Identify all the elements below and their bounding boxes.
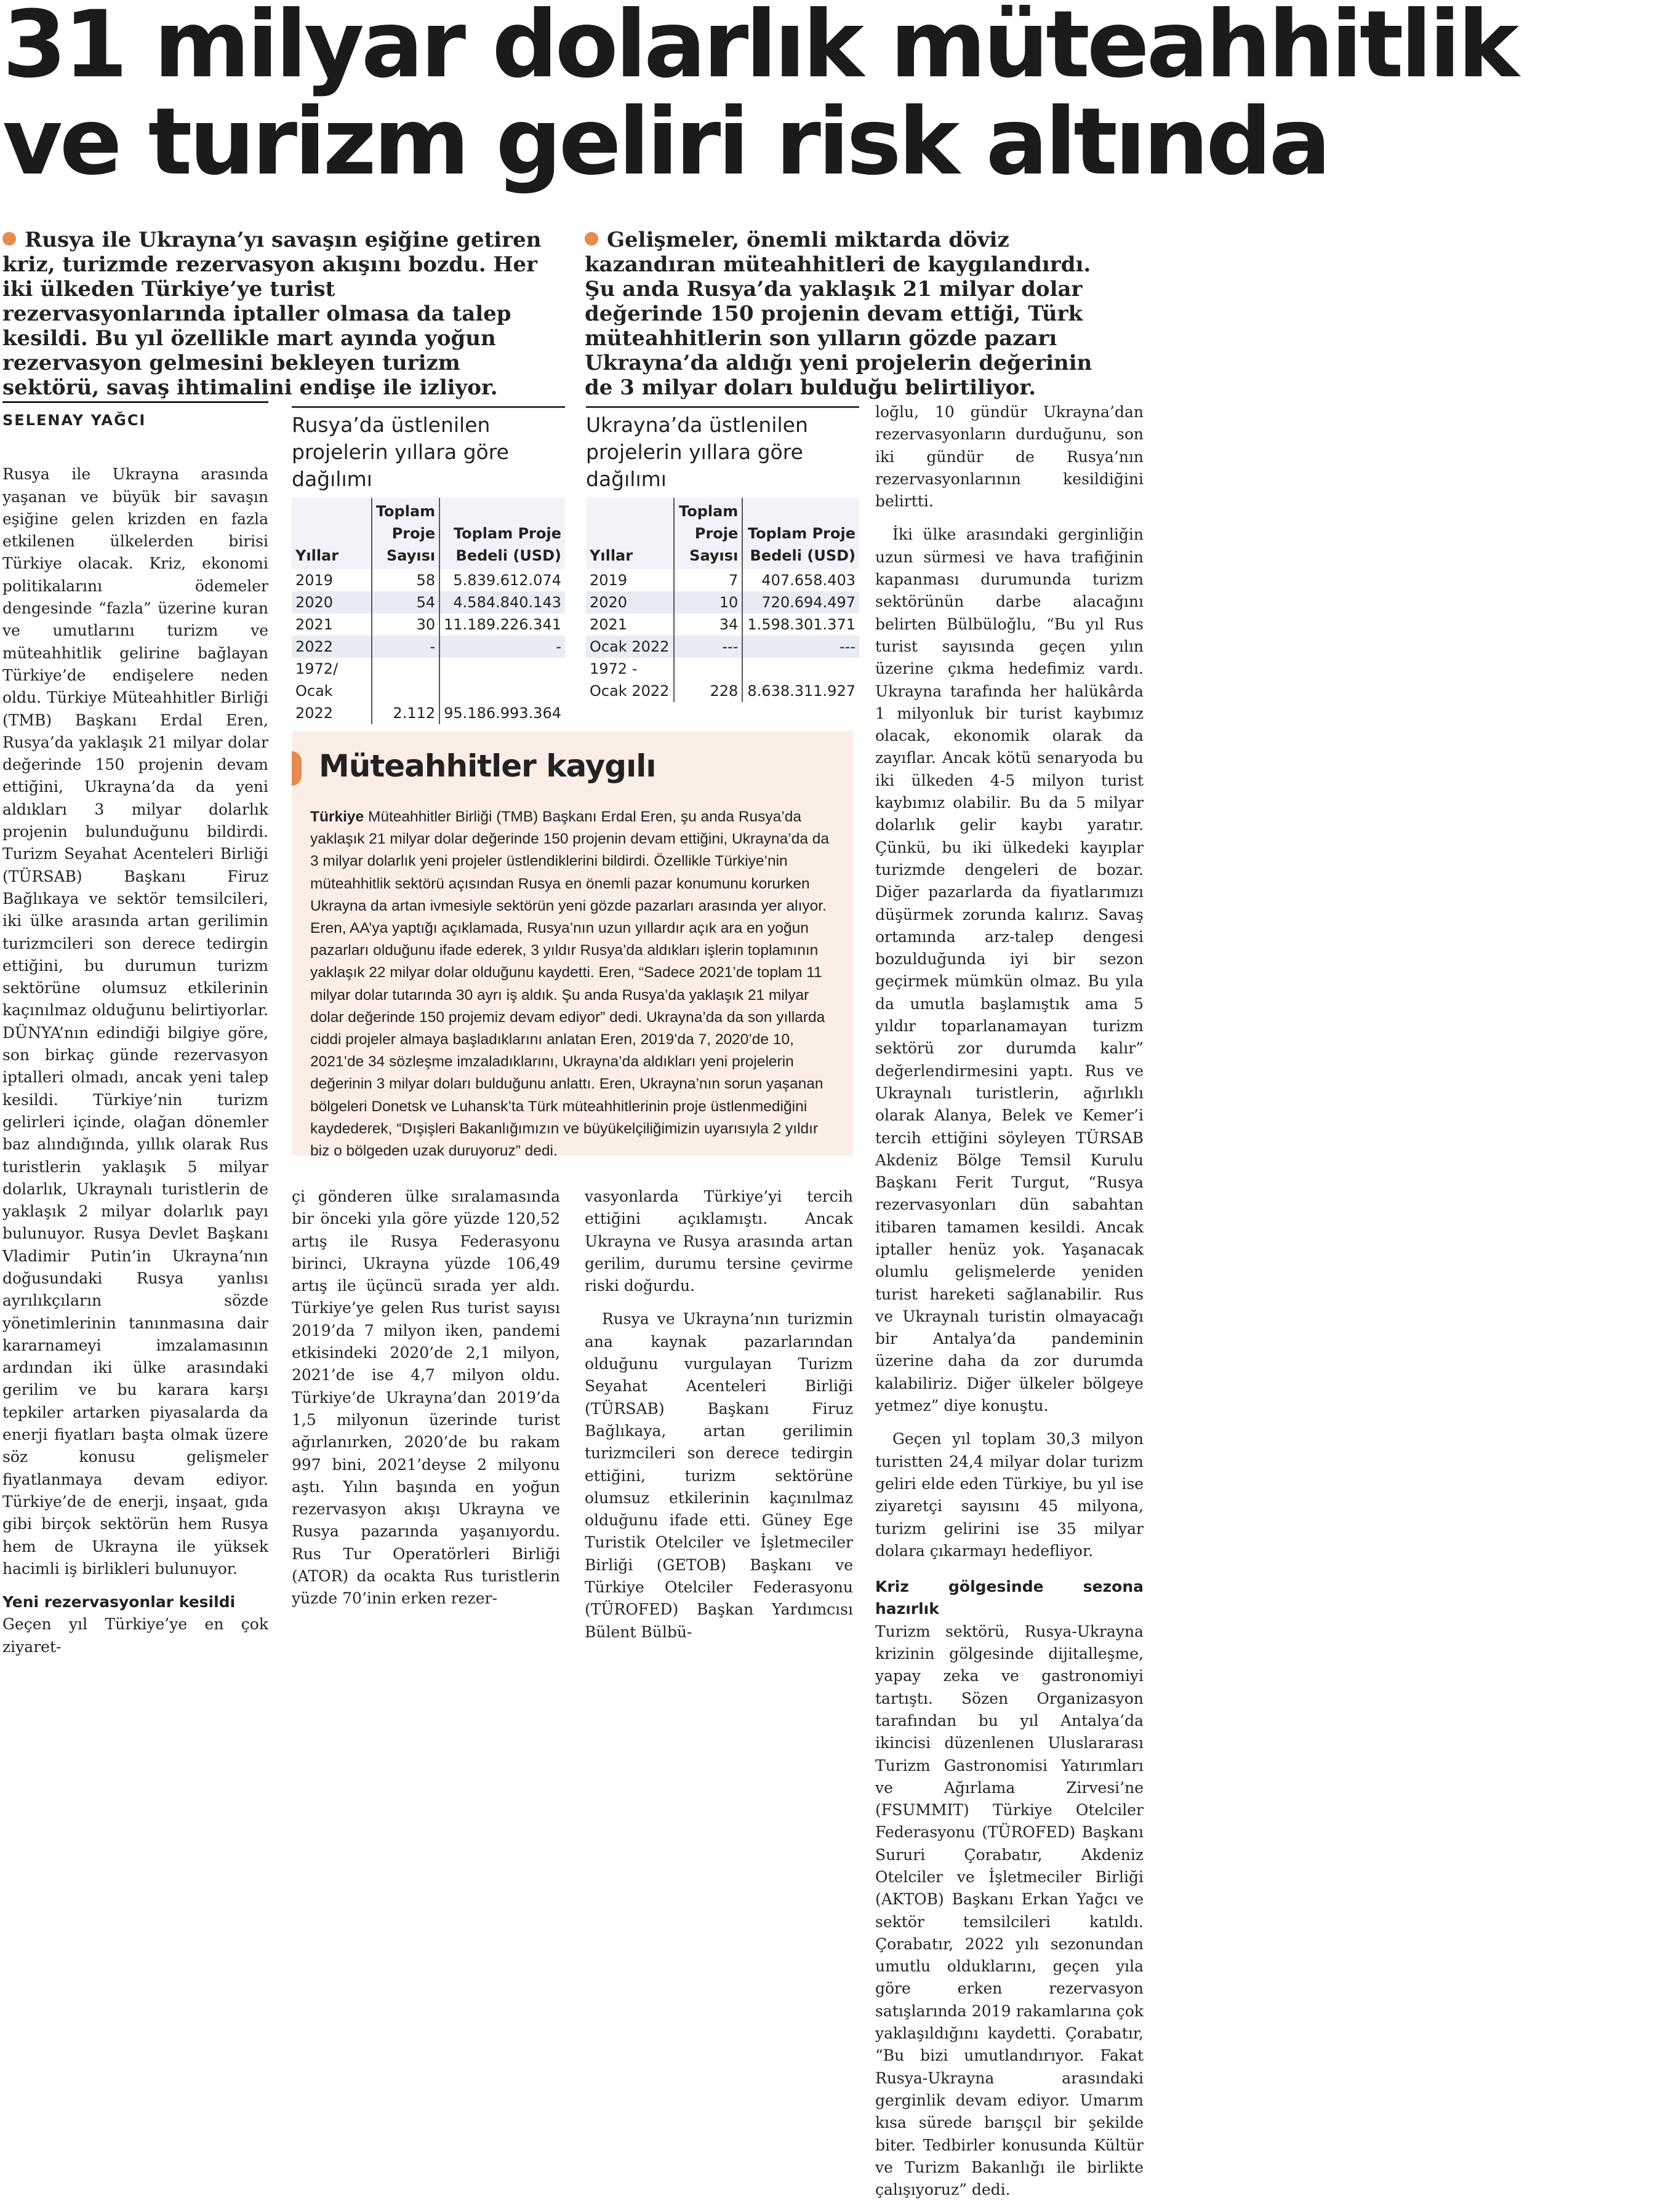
paragraph: Turizm sektörü, Rusya-Ukrayna krizinin gölgesinde dijitalleşme, yapay zeka ve gastronomiyi tartıştı. Sözen Organizasyon tarafından bu yıl Antalya’da ikincisi düzenlenen Uluslararası Turizm Gastronomisi Yatırımları ve Ağırlama Zirvesi’ne (FSUMMIT) Türkiye Otelciler Federasyonu (TÜROFED) Başkanı Sururi Çorabatır, Akdeniz Otelciler ve İşletmeciler Birliği (AKTOB) Başkanı Erkan Yağcı ve sektör temsilcileri katıldı. Çorabatır, 2022 yılı sezonundan umutlu olduklarını, geçen yıla göre erken rezervasyon satışlarında 2019 rakamlarına çok yaklaşıldığını kaydetti. Çorabatır, “Bu bizi umutlandırıyor. Fakat Rusya-Ukrayna arasındaki gerginlik devam ediyor. Umarım kısa sürede barışçıl bir şekilde biter. Tedbirler konusunda Kültür ve Turizm Bakanlığı ile birlikte çalışıyoruz” dedi. [875,1622,1144,2199]
table-cell: 1.598.301.371 [742,613,859,636]
paragraph: Geçen yıl Türkiye’ye en çok ziyaret- [2,1615,268,1656]
table-cell: - [372,636,439,658]
column-header: Yıllar [292,498,372,569]
sidebar-box [292,731,853,1160]
article-column-1 [2,401,268,1669]
paragraph: loğlu, 10 gündür Ukrayna’dan rezervasyonların durduğunu, son iki gündür de Rusya’nın rezervasyonlarının kesildiğini belirtti. [875,403,1144,511]
table-cell: 11.189.226.341 [439,613,565,636]
table-cell: 5.839.612.074 [439,569,565,591]
table-row [586,591,859,613]
table-row [586,636,859,658]
table-row [292,591,565,613]
data-table [586,498,859,702]
table-ukraine [586,406,859,702]
paragraph: vasyonlarda Türkiye’yi tercih ettiğini açıklamıştı. Ancak Ukrayna ve Rusya arasında artan gerilim, durumu tersine çevirme riski doğurdu. [585,1188,853,1295]
table-row [292,569,565,591]
table-cell: - [439,636,565,658]
table-cell: 407.658.403 [742,569,859,591]
table-cell: 10 [674,591,742,613]
bullet-dot-icon [585,232,598,246]
table-cell: 8.638.311.927 [742,658,859,702]
table-cell: 7 [674,569,742,591]
table-cell: 720.694.497 [742,591,859,613]
bullet-dot-icon [2,232,16,246]
byline: SELENAY YAĞCI [2,401,268,431]
spot-left [2,228,556,400]
column-header: Toplam Proje Sayısı [372,498,439,569]
box-text [310,806,837,1162]
table-cell: --- [674,636,742,658]
column-header: Yıllar [586,498,674,569]
table-cell: 54 [372,591,439,613]
paragraph: Rusya ile Ukrayna arasında yaşanan ve büyük bir savaşın eşiğine gelen krizden en fazla etkilenen ülkelerden birisi Türkiye olacak. Kriz, ekonomi politikalarını ödemeler dengesinde “fazla” üzerine kuran ve umutlarını turizm ve müteahhitlik gelirine bağlayan Türkiye’de endişelere neden oldu. Türkiye Müteahhitler Birliği (TMB) Başkanı Erdal Eren, Rusya’da yaklaşık 21 milyar dolar değerinde 150 projenin devam ettiğini, Ukrayna’da da yeni aldıkları 3 milyar dolarlık projenin bulunduğunu bildirdi. Turizm Seyahat Acenteleri Birliği (TÜRSAB) Başkanı Firuz Bağlıkaya ve sektör temsilcileri, iki ülke arasında artan gerilimin turizmcileri son derece tedirgin ettiğini, bu durumun turizm sektörüne olumsuz etkilerinin kaçınılmaz olduğunu belirtiyorlar. DÜNYA’nın edindiği bilgiye göre, son birkaç günde rezervasyon iptalleri olmadı, ancak yeni talep kesildi. Türkiye’nin turizm gelirleri içinde, olağan dönemler baz alındığında, yıllık olarak Rus turistlerin yaklaşık 5 milyar dolarlık, Ukraynalı turistlerin de yaklaşık 2 milyar dolarlık payı bulunuyor. Rusya Devlet Başkanı Vladimir Putin’in Ukrayna’nın doğusundaki Rusya yanlısı ayrılıkçıların sözde yönetimlerinin tanınmasına dair kararnameyi imzalamasının ardından iki ülke arasındaki gerilim ve bu karara karşı tepkiler artarken piyasalarda da enerji fiyatları başta olmak üzere söz konusu gelişmeler fiyatlanmaya devam ediyor. Türkiye’de de enerji, inşaat, gıda gibi birçok sektörün hem Rusya hem de Ukrayna ile yüksek hacimli iş birlikleri bulunuyor. [2,465,268,1578]
table-cell: 2019 [295,572,334,589]
table-row [292,658,565,724]
table-cell: Ocak 2022 [586,636,674,658]
table-cell: 1972/ Ocak 2022 [295,660,339,722]
table-russia [292,406,565,724]
table-title: Rusya’da üstlenilen projelerin yıllara göre dağılımı [292,413,509,491]
column-header: Toplam Proje Sayısı [674,498,742,569]
box-lead: Türkiye [310,809,364,825]
table-row [586,569,859,591]
subhead: Yeni rezervasyonlar kesildi [2,1593,236,1611]
table-cell: 228 [674,658,742,702]
paragraph: çi gönderen ülke sıralamasında bir önceki yıla göre yüzde 120,52 artış ile Rusya Federasyonu birinci, Ukrayna yüzde 106,49 artış ile üçüncü sırada yer aldı. Türkiye’ye gelen Rus turist sayısı 2019’da 7 milyon iken, pandemi etkisindeki 2020’de 2,1 milyon, 2021’de ise 4,7 milyon oldu. Türkiye’de Ukrayna’dan 2019’da 1,5 milyonun üzerinde turist ağırlanırken, 2020’de bu rakam 997 bini, 2021’deyse 2 milyonu aştı. Yılın başında en yoğun rezervasyon akışı Ukrayna ve Rusya pazarında yaşanıyordu. Rus Tur Operatörleri Birliği (ATOR) da ocakta Rus turistlerin yüzde 70’inin erken rezer- [292,1188,560,1608]
box-title [292,748,656,786]
table-cell: 1972 - Ocak 2022 [590,660,670,700]
box-title-text: Müteahhitler kaygılı [319,748,656,784]
subhead: Kriz gölgesinde sezona hazırlık [875,1578,1144,1618]
column-header: Toplam Proje Bedeli (USD) [439,498,565,569]
paragraph: Geçen yıl toplam 30,3 milyon turistten 24,4 milyar dolar turizm geliri elde eden Türkiye, bu yıl ise ziyaretçi sayısını 45 milyona, turizm gelirini ise 35 milyar dolara çıkarmayı hedefliyor. [875,1430,1144,1560]
table-cell: 95.186.993.364 [439,658,565,724]
table-cell: 2022 [292,636,372,658]
paragraph: Rusya ve Ukrayna’nın turizmin ana kaynak pazarlarından olduğunu vurgulayan Turizm Seyahat Acenteleri Birliği (TÜRSAB) Başkanı Firuz Bağlıkaya, artan gerilimin turizmcileri son derece tedirgin ettiğini, turizm sektörüne olumsuz etkilerinin kaçınılmaz olduğunu ifade etti. Güney Ege Turistik Otelciler ve İşletmeciler Birliği (GETOB) Başkanı ve Türkiye Otelciler Federasyonu (TÜROFED) Başkan Yardımcısı Bülent Bülbü- [585,1310,853,1641]
box-body: Müteahhitler Birliği (TMB) Başkanı Erdal Eren, şu anda Rusya’da yaklaşık 21 milyar dolar değerinde 150 projenin devam ettiğini, Ukrayna’da da 3 milyar dolarlık yeni projeler üstlendiklerini bildirdi. Özellikle Türkiye’nin müteahhitlik sektörü açısından Rusya en önemli pazar konumunu korurken Ukrayna da artan ivmesiyle sektörün yeni gözde pazarları arasında yer alıyor. Eren, AA’ya yaptığı açıklamada, Rusya’nın uzun yıllardır açık ara en yoğun pazarları olduğunu ifade ederek, 3 yıldır Rusya’da aldıkları işlerin toplamının yaklaşık 22 milyar dolar olduğunu kaydetti. Eren, “Sadece 2021’de toplam 11 milyar dolar tutarında 30 ayrı iş aldık. Şu anda Rusya’da yaklaşık 21 milyar dolar değerinde 150 projemiz devam ediyor” dedi. Ukrayna’da da son yıllarda ciddi projeler almaya başladıklarını anlatan Eren, 2019’da 7, 2020’de 10, 2021’de 34 sözleşme imzaladıklarını, Ukrayna’da aldıkları yeni projelerin değerinin 3 milyar doları bulduğunu anlattı. Eren, Ukrayna’nın sorun yaşanan bölgeleri Donetsk ve Luhansk’ta Türk müteahhitlerinin proje üstlenmediğini kaydederek, “Dışişleri Bakanlığımızın ve büyükelçiliğimizin uyarısıyla 2 yıldır biz o bölgeden uzak duruyoruz” dedi. [310,809,830,1160]
column-header: Toplam Proje Bedeli (USD) [742,498,859,569]
spot-right [585,228,1126,400]
table-cell: 2019 [590,572,628,589]
data-table [292,498,565,724]
table-row [586,613,859,636]
table-cell: 30 [372,613,439,636]
table-cell: 34 [674,613,742,636]
table-row [292,613,565,636]
headline: 31 milyar dolarlık müteahhitlik ve turizm geliri risk altında [2,0,1517,196]
article-column-4 [875,401,1144,2212]
paragraph: İki ülke arasındaki gerginliğin uzun sürmesi ve hava trafiğinin kapanması durumunda turizm sektörünün darbe alacağını belirten Bülbüloğlu, “Bu yıl Rus turist sayısında geçen yılın üzerine çıkma hedefimiz vardı. Ukrayna tarafında her halükârda 1 milyonluk bir turist kaybımız olacak, ekonomik olarak da zayıflar. Ancak kötü senaryoda bu iki ülkeden 4-5 milyon turist kaybımız olabilir. Bu da 5 milyar dolarlık gelir kaybı yaratır. Çünkü, bu iki ülkedeki kayıplar turizmde dengeleri de bozar. Diğer pazarlarda da fiyatlarımızı düşürmek zorunda kalırız. Savaş ortamında arz-talep dengesi bozulduğunda iyi bir sezon geçirmek mümkün olmaz. Bu yıla da umutla başlamıştık ama 5 yıldır toparlanamayan turizm sektörü zor durumda kalır” değerlendirmesini yaptı. Rus ve Ukraynalı turistlerin, ağırlıklı olarak Alanya, Belek ve Kemer’i tercih ettiğini söyleyen TÜRSAB Akdeniz Bölge Temsil Kurulu Başkanı Ferit Turgut, “Rusya rezervasyonları dün sabahtan itibaren tamamen kesildi. Ancak iptaller henüz yok. Yaşanacak olumlu gelişmelerde yeniden turist hareketi sağlanabilir. Rus ve Ukraynalı turistin olmayacağı bir Antalya’da pandeminin üzerine daha da zor durumda kalabiliriz. Diğer ülkeler bölgeye yetmez” diye konuştu. [875,525,1144,1415]
table-cell: 4.584.840.143 [439,591,565,613]
article-column-3 [585,1186,853,1655]
table-row [586,658,859,702]
orange-tab-icon [292,751,302,786]
table-cell: 2021 [590,616,628,633]
spot-right-text: Gelişmeler, önemli miktarda döviz kazandıran müteahhitleri de kaygılandırdı. Şu anda Rusya’da yaklaşık 21 milyar dolar değerinde 150 projenin devam ettiği, Türk müteahhitlerin son yılların gözde pazarı Ukrayna’da aldığı yeni projelerin değerinin de 3 milyar doları bulduğu belirtiliyor. [585,228,1092,400]
table-title: Ukrayna’da üstlenilen projelerin yıllara göre dağılımı [586,413,808,491]
table-cell: 2020 [292,591,372,613]
table-cell: --- [742,636,859,658]
article-column-2 [292,1186,560,1621]
table-cell: 2.112 [372,658,439,724]
table-cell: 2021 [295,616,334,633]
table-cell: 2020 [586,591,674,613]
table-row [292,636,565,658]
spot-left-text: Rusya ile Ukrayna’yı savaşın eşiğine getiren kriz, turizmde rezervasyon akışını bozdu. Her iki ülkeden Türkiye’ye turist rezervasyonlarında iptaller olmasa da talep kesildi. Bu yıl özellikle mart ayında yoğun rezervasyon gelmesini bekleyen turizm sektörü, savaş ihtimalini endişe ile izliyor. [2,228,542,400]
table-cell: 58 [372,569,439,591]
